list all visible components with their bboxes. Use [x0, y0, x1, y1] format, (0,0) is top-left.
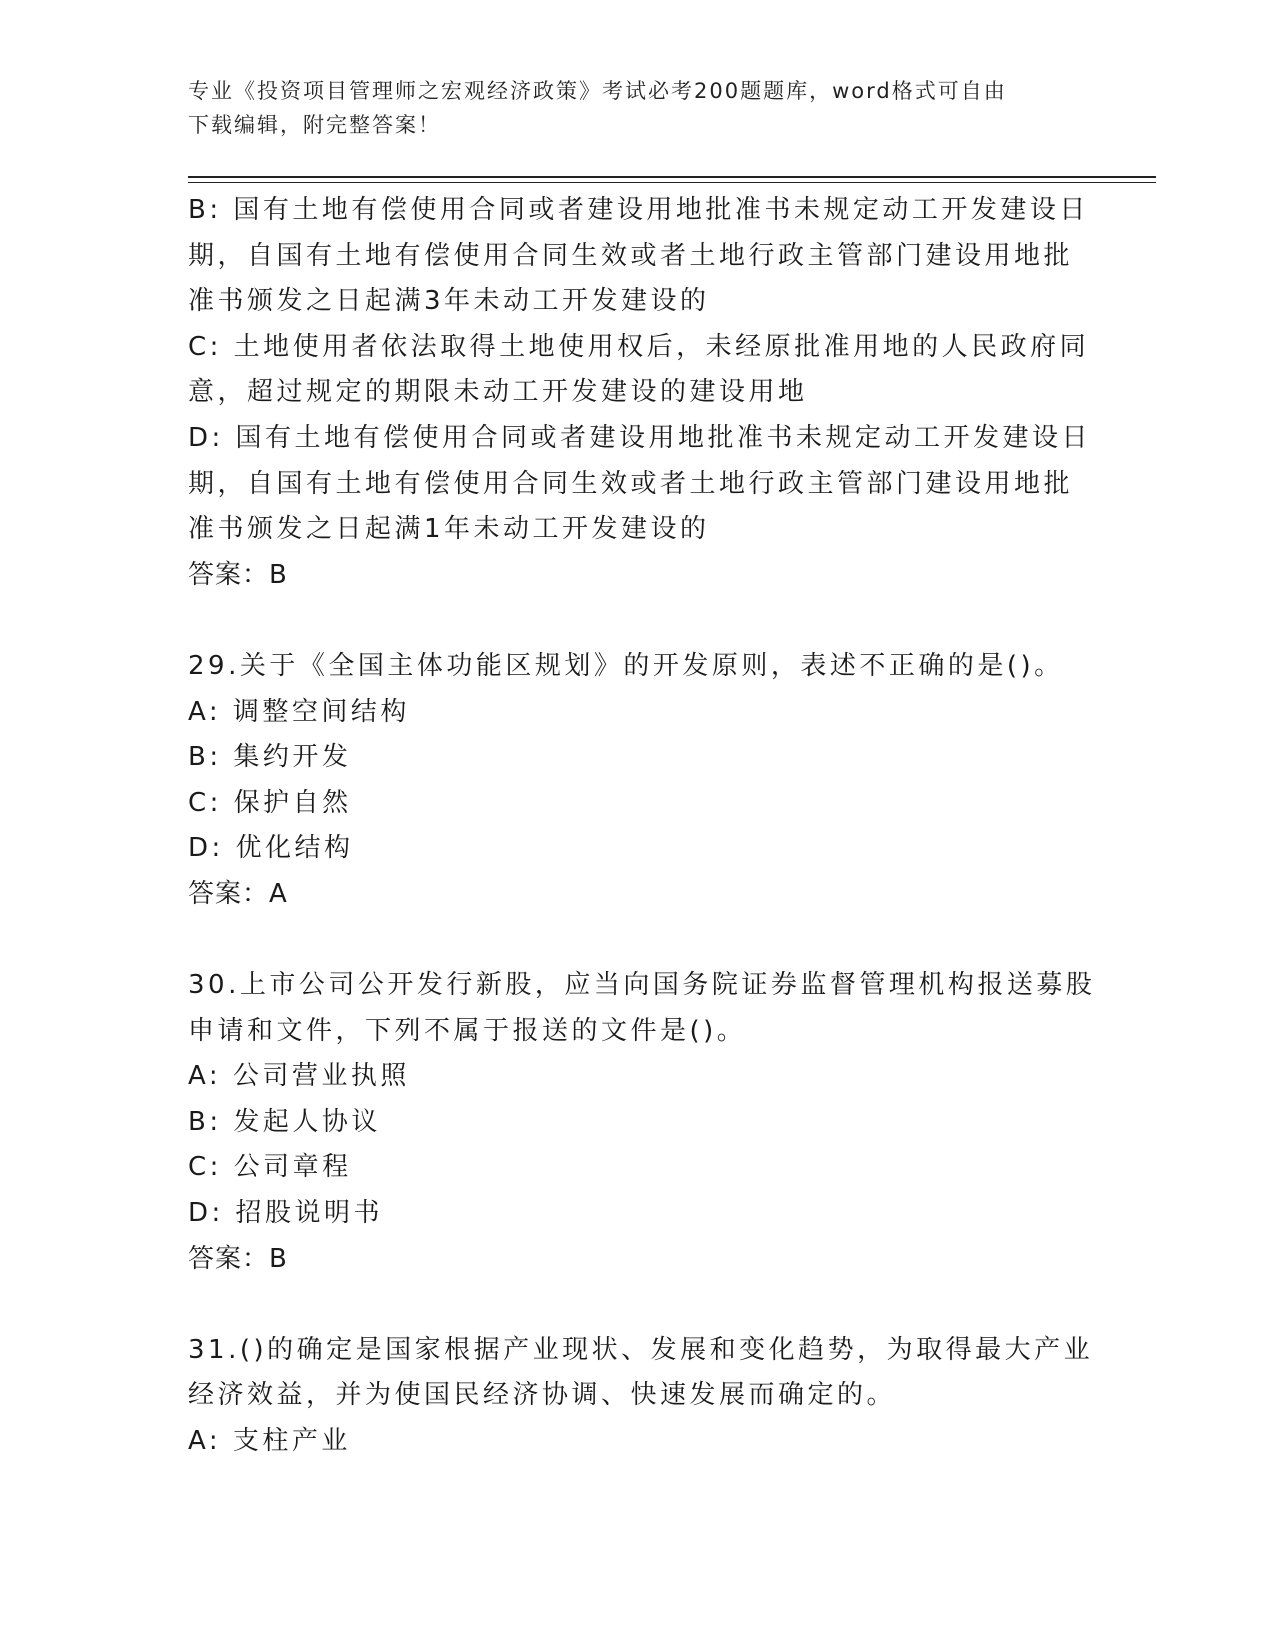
spacer [188, 1282, 1088, 1328]
option-c-line: 意，超过规定的期限未动工开发建设的建设用地 [188, 377, 808, 408]
answer-line: 答案：B [188, 559, 288, 590]
option-d: D: 招股说明书 [188, 1198, 384, 1229]
option-c-line: C: 土地使用者依法取得土地使用权后，未经原批准用地的人民政府同 [188, 331, 1090, 362]
page-header [188, 74, 1068, 142]
option-b-line: B: 国有土地有偿使用合同或者建设用地批准书未规定动工开发建设日 [188, 195, 1089, 225]
option-d-line: 期，自国有土地有偿使用合同生效或者土地行政主管部门建设用地批 [188, 468, 1074, 499]
question-stem: 30.上市公司公开发行新股，应当向国务院证券监督管理机构报送募股 [188, 970, 1096, 1001]
question-31 [188, 1328, 1094, 1465]
question-stem: 申请和文件，下列不属于报送的文件是()。 [188, 1015, 747, 1046]
option-b-line: 准书颁发之日起满3年未动工开发建设的 [188, 286, 710, 317]
option-b: B: 发起人协议 [188, 1106, 381, 1137]
question-stem: 29.关于《全国主体功能区规划》的开发原则，表述不正确的是()。 [188, 650, 1064, 681]
option-a: A: 支柱产业 [188, 1426, 351, 1457]
header-rule-thin [188, 182, 1156, 183]
option-b: B: 集约开发 [188, 742, 352, 773]
option-a: A: 调整空间结构 [188, 696, 410, 727]
question-content [188, 188, 1096, 1465]
option-a: A: 公司营业执照 [188, 1061, 410, 1092]
option-d-line: D: 国有土地有偿使用合同或者建设用地批准书未规定动工开发建设日 [188, 422, 1092, 453]
question-28 [188, 188, 1092, 598]
option-c: C: 保护自然 [188, 787, 352, 818]
question-stem: 经济效益，并为使国民经济协调、快速发展而确定的。 [188, 1380, 897, 1411]
spacer [188, 598, 1088, 644]
header-rule-thick [188, 176, 1156, 178]
header-line-1: 专业《投资项目管理师之宏观经济政策》考试必考200题题库，word格式可自由 [188, 79, 1007, 103]
answer-line: 答案：A [188, 878, 288, 909]
question-30 [188, 963, 1096, 1282]
option-c: C: 公司章程 [188, 1152, 352, 1183]
header-line-2: 下载编辑，附完整答案！ [188, 113, 441, 137]
option-d: D: 优化结构 [188, 833, 354, 864]
option-d-line: 准书颁发之日起满1年未动工开发建设的 [188, 514, 710, 545]
option-b-line: 期，自国有土地有偿使用合同生效或者土地行政主管部门建设用地批 [188, 240, 1074, 271]
spacer [188, 918, 1088, 964]
question-stem: 31.()的确定是国家根据产业现状、发展和变化趋势，为取得最大产业 [188, 1334, 1094, 1365]
question-29 [188, 644, 1088, 918]
answer-line: 答案：B [188, 1243, 288, 1274]
